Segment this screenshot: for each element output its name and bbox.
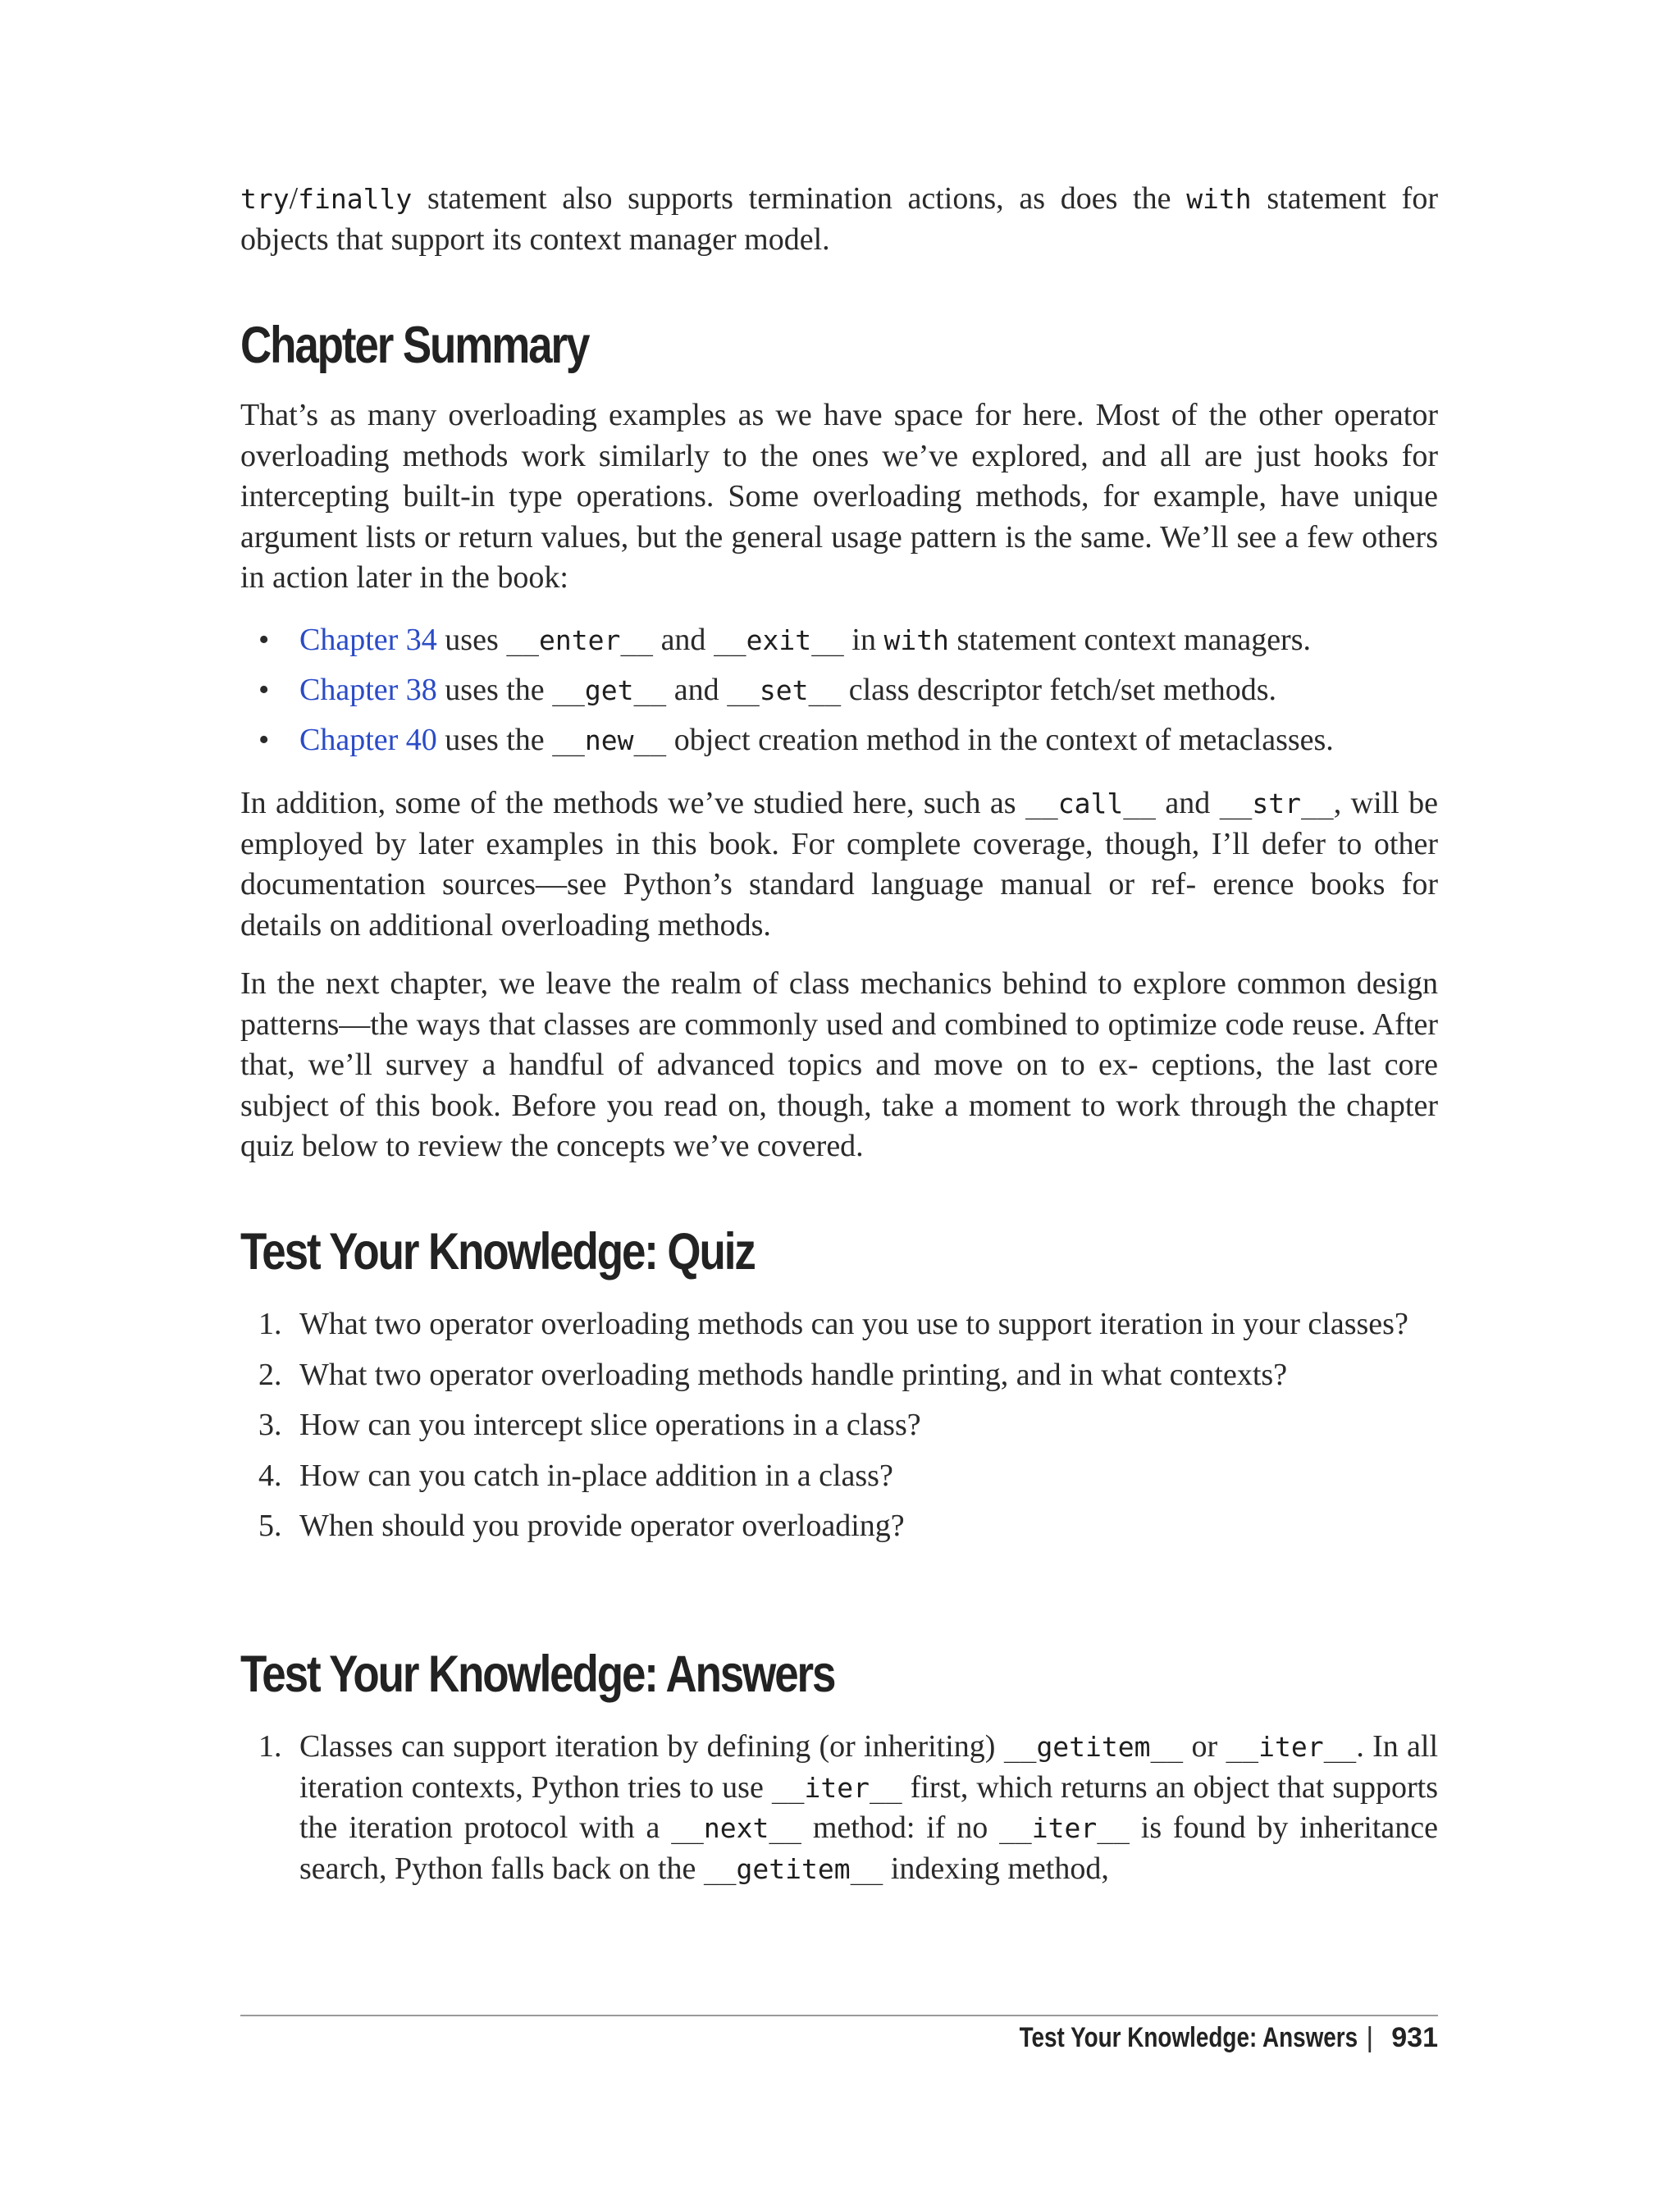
quiz-question: When should you provide operator overloading? [299, 1509, 905, 1543]
list-item [240, 665, 1438, 715]
list-item [240, 615, 1438, 665]
quiz-item [240, 1355, 1438, 1396]
chapter-summary-section [240, 316, 1438, 375]
code-finally: finally [298, 183, 413, 215]
code-next: __next__ [671, 1812, 802, 1844]
code-get: __get__ [552, 674, 667, 706]
code-call: __call__ [1025, 788, 1156, 819]
a1-text-1: Classes can support iteration by defining (or inheriting) [299, 1729, 1004, 1764]
summary-paragraph-1 [240, 395, 1438, 599]
quiz-number: 1. [258, 1307, 282, 1341]
footer-separator: | [1366, 2022, 1374, 2053]
summary-bullets [240, 615, 1438, 765]
a1-text-5: method: if no [801, 1810, 1000, 1845]
b1-text-1: uses [436, 623, 507, 657]
b3-text-2: object creation method in the context of metaclasses. [666, 723, 1334, 757]
code-with: with [1186, 183, 1252, 215]
b1-text-2: and [653, 623, 714, 657]
a1-text-4: first, which returns an object that supports the iteration protocol with a [299, 1769, 1438, 1845]
answers-section [240, 1645, 1438, 1704]
quiz-number: 4. [258, 1458, 282, 1493]
summary-p1-text: That’s as many overloading examples as we have space for here. Most of the other operator overloading methods work similarly to the ones we’ve explored, and all are just hooks for intercepting built-in type operations. Some overloading methods, for example, have unique argument lists or return values, but the general usage pattern is the same. We’ll see a few others in action later in the book: [240, 398, 1438, 595]
answer-number: 1. [258, 1729, 282, 1764]
chapter-34-link[interactable]: Chapter 34 [299, 623, 437, 657]
b2-text-2: and [666, 673, 728, 707]
p2-text-3: , will be employed by later examples in this book. For complete coverage, though, I’ll defer to other documentation sources—see Python’s standard language manual or ref‐ erence books for details on additional overloading methods. [240, 786, 1439, 943]
summary-paragraph-2 [240, 783, 1438, 946]
a1-text-6: is found by inheritance search, Python falls back on the [299, 1810, 1438, 1886]
quiz-number: 5. [258, 1509, 282, 1543]
quiz-heading: Test Your Knowledge: Quiz [240, 1223, 755, 1281]
code-enter: __enter__ [506, 624, 654, 656]
code-with-2: with [883, 624, 949, 656]
b2-text-3: class descriptor fetch/set methods. [841, 673, 1276, 707]
p2-text-2: and [1155, 786, 1220, 820]
code-set: __set__ [727, 674, 842, 706]
bullet-icon: • [258, 723, 270, 757]
quiz-item [240, 1304, 1438, 1345]
bullet-icon: • [258, 673, 270, 707]
intro-slash: / [289, 181, 299, 216]
code-getitem-2: __getitem__ [703, 1852, 883, 1885]
a1-text-7: indexing method, [883, 1851, 1109, 1886]
b3-text-1: uses the [436, 723, 553, 757]
quiz-question: What two operator overloading methods can you use to support iteration in your classes? [299, 1307, 1408, 1341]
code-str: __str__ [1219, 788, 1334, 819]
intro-paragraph [240, 179, 1438, 260]
code-iter: __iter__ [1226, 1731, 1357, 1763]
quiz-question: What two operator overloading methods handle printing, and in what contexts? [299, 1357, 1288, 1392]
code-try: try [240, 183, 290, 215]
p2-text-1: In addition, some of the methods we’ve studied here, such as [240, 786, 1025, 820]
quiz-number: 3. [258, 1408, 282, 1442]
chapter-38-link[interactable]: Chapter 38 [299, 673, 437, 707]
answer-item-1 [240, 1727, 1438, 1889]
code-iter-2: __iter__ [771, 1771, 902, 1804]
quiz-item [240, 1405, 1438, 1446]
quiz-list [240, 1304, 1438, 1547]
quiz-number: 2. [258, 1357, 282, 1392]
bullet-icon: • [258, 623, 270, 657]
quiz-item [240, 1506, 1438, 1547]
list-item [240, 715, 1438, 765]
a1-text-2: or [1183, 1729, 1226, 1764]
summary-paragraph-3 [240, 964, 1438, 1167]
code-getitem: __getitem__ [1003, 1731, 1184, 1763]
quiz-item [240, 1456, 1438, 1497]
chapter-summary-heading: Chapter Summary [240, 317, 589, 374]
summary-p3-text: In the next chapter, we leave the realm of class mechanics behind to explore common design patterns—the ways that classes are commonly used and combined to optimize code reuse. After that, we’ll survey a handful of advanced topics and move on to ex‐ ceptions, the last core subject of this book. Before you read on, though, take a moment to work through the chapter quiz below to review the concepts we’ve covered. [240, 966, 1438, 1163]
b1-text-4: statement context managers. [948, 623, 1312, 657]
intro-text-1: statement also supports termination actions, as does the [412, 181, 1187, 216]
answers-heading: Test Your Knowledge: Answers [240, 1646, 835, 1703]
quiz-question: How can you intercept slice operations in a class? [299, 1408, 921, 1442]
page-footer [945, 2022, 1438, 2054]
a1-text-3: . In all iteration contexts, Python tries to use [299, 1729, 1438, 1805]
b2-text-1: uses the [436, 673, 553, 707]
page-number: 931 [1391, 2022, 1438, 2053]
answers-list [240, 1727, 1438, 1889]
quiz-section [240, 1222, 1438, 1281]
quiz-question: How can you catch in-place addition in a class? [299, 1458, 893, 1493]
footer-rule [240, 2015, 1438, 2016]
code-new: __new__ [552, 724, 667, 756]
footer-title: Test Your Knowledge: Answers [1019, 2022, 1358, 2053]
b1-text-3: in [843, 623, 884, 657]
intro-text-2: statement for objects that support its context manager model. [240, 181, 1438, 257]
code-exit: __exit__ [713, 624, 844, 656]
code-iter-3: __iter__ [999, 1812, 1130, 1844]
chapter-40-link[interactable]: Chapter 40 [299, 723, 437, 757]
